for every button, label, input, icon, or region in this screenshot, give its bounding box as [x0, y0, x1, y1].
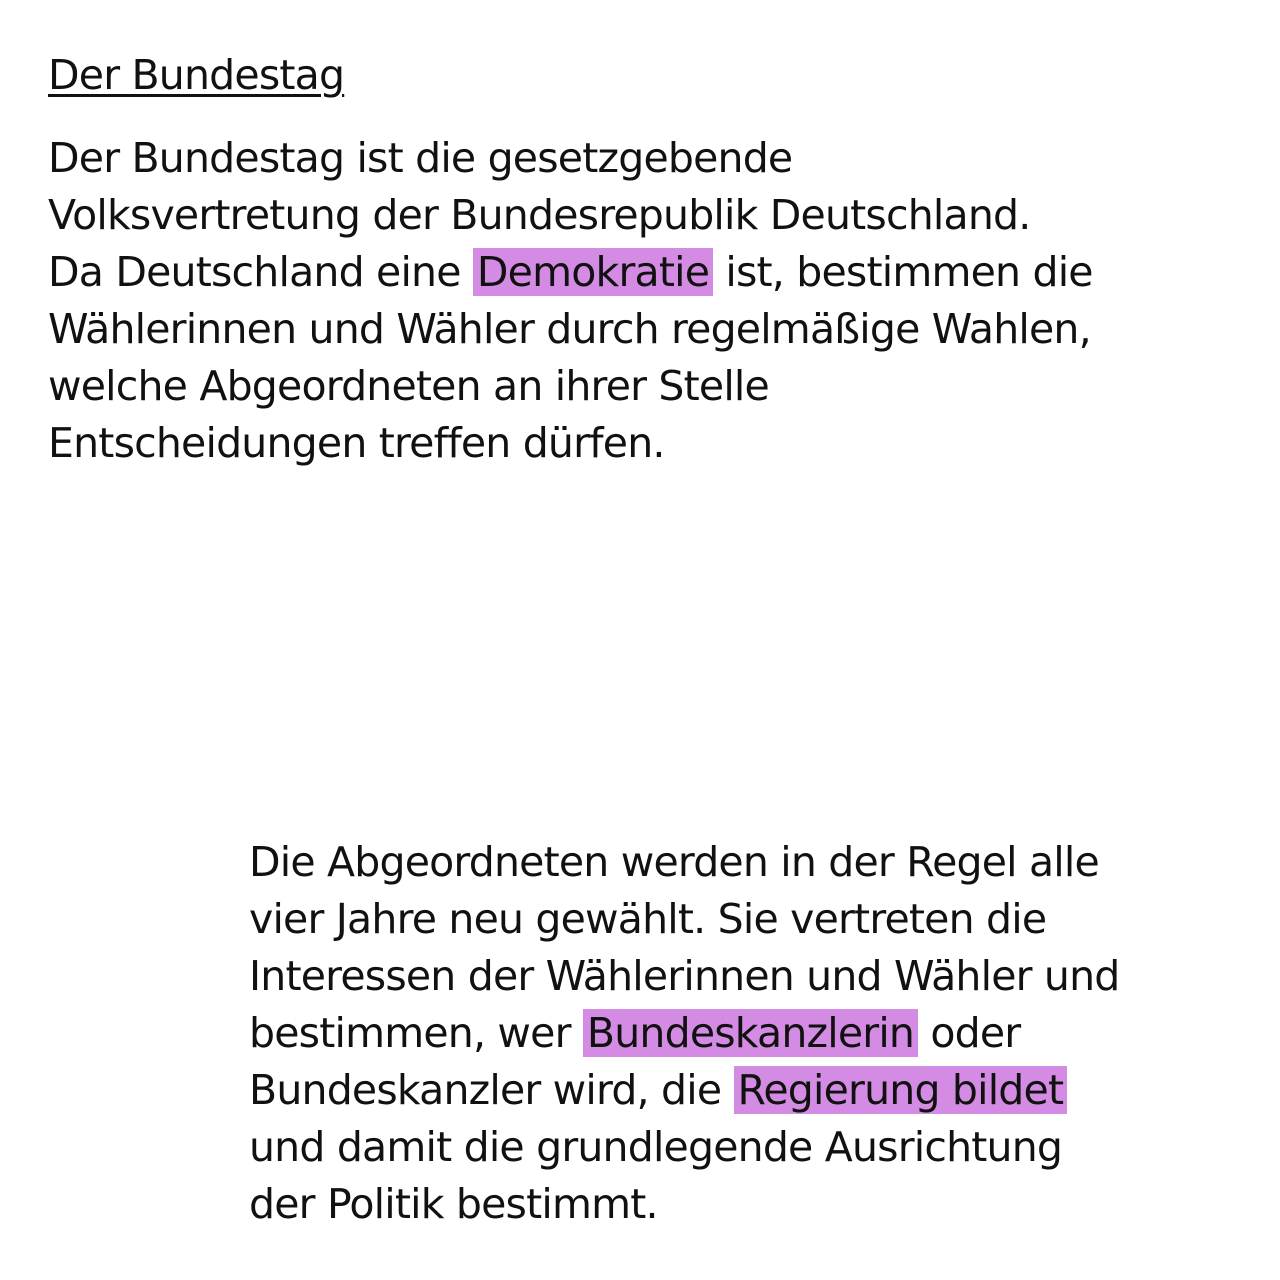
- highlight-bundeskanzlerin: Bundeskanzlerin: [583, 1009, 918, 1057]
- text-line: Entscheidungen treffen dürfen.: [48, 419, 665, 467]
- text-line: Volksvertretung der Bundesrepublik Deutschland.: [48, 191, 1031, 239]
- text-line: Wählerinnen und Wähler durch regelmäßige Wahlen,: [48, 305, 1091, 353]
- text-line: vier Jahre neu gewählt. Sie vertreten die: [249, 895, 1047, 943]
- highlight-demokratie: Demokratie: [473, 248, 713, 296]
- text-line: Die Abgeordneten werden in der Regel alle: [249, 838, 1099, 886]
- text-line: Der Bundestag ist die gesetzgebende: [48, 134, 793, 182]
- text-segment: Bundeskanzler wird, die: [249, 1066, 734, 1114]
- text-segment: bestimmen, wer: [249, 1009, 583, 1057]
- detail-paragraph: [249, 834, 1259, 1233]
- highlight-regierung-bildet: Regierung bildet: [734, 1066, 1068, 1114]
- page-title: Der Bundestag: [48, 51, 345, 99]
- text-segment: Da Deutschland eine: [48, 248, 473, 296]
- text-line: [48, 244, 1248, 301]
- text-line: und damit die grundlegende Ausrichtung: [249, 1123, 1063, 1171]
- text-line: Interessen der Wählerinnen und Wähler und: [249, 952, 1120, 1000]
- text-line: welche Abgeordneten an ihrer Stelle: [48, 362, 769, 410]
- text-line: [249, 1005, 1259, 1062]
- text-segment: ist, bestimmen die: [713, 248, 1093, 296]
- text-line: der Politik bestimmt.: [249, 1180, 658, 1228]
- intro-paragraph: [48, 130, 1248, 472]
- text-line: [249, 1062, 1259, 1119]
- text-segment: oder: [918, 1009, 1021, 1057]
